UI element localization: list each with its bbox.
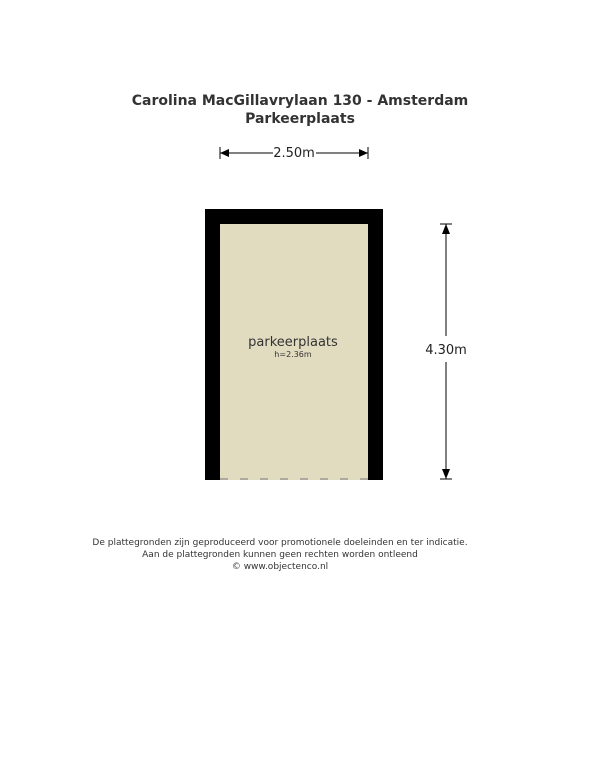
width-label: 2.50m <box>273 146 315 161</box>
right-wall <box>368 209 383 480</box>
room-height: h=2.36m <box>274 350 312 359</box>
arrow-left-icon <box>220 149 229 157</box>
height-dimension <box>425 224 467 479</box>
room-name: parkeerplaats <box>248 335 338 350</box>
arrow-up-icon <box>442 224 450 234</box>
disclaimer-line-2: Aan de plattegronden kunnen geen rechten worden ontleend <box>142 550 418 560</box>
top-wall <box>205 209 383 224</box>
height-label: 4.30m <box>425 343 467 358</box>
arrow-down-icon <box>442 469 450 479</box>
page-title: Carolina MacGillavrylaan 130 - Amsterdam <box>131 93 469 109</box>
copyright: © www.objectenco.nl <box>231 562 329 572</box>
disclaimer-line-1: De plattegronden zijn geproduceerd voor promotionele doeleinden en ter indicatie. <box>92 538 468 548</box>
left-wall <box>205 209 220 480</box>
width-dimension <box>220 146 368 161</box>
floor-title: Parkeerplaats <box>245 111 355 127</box>
arrow-right-icon <box>359 149 368 157</box>
